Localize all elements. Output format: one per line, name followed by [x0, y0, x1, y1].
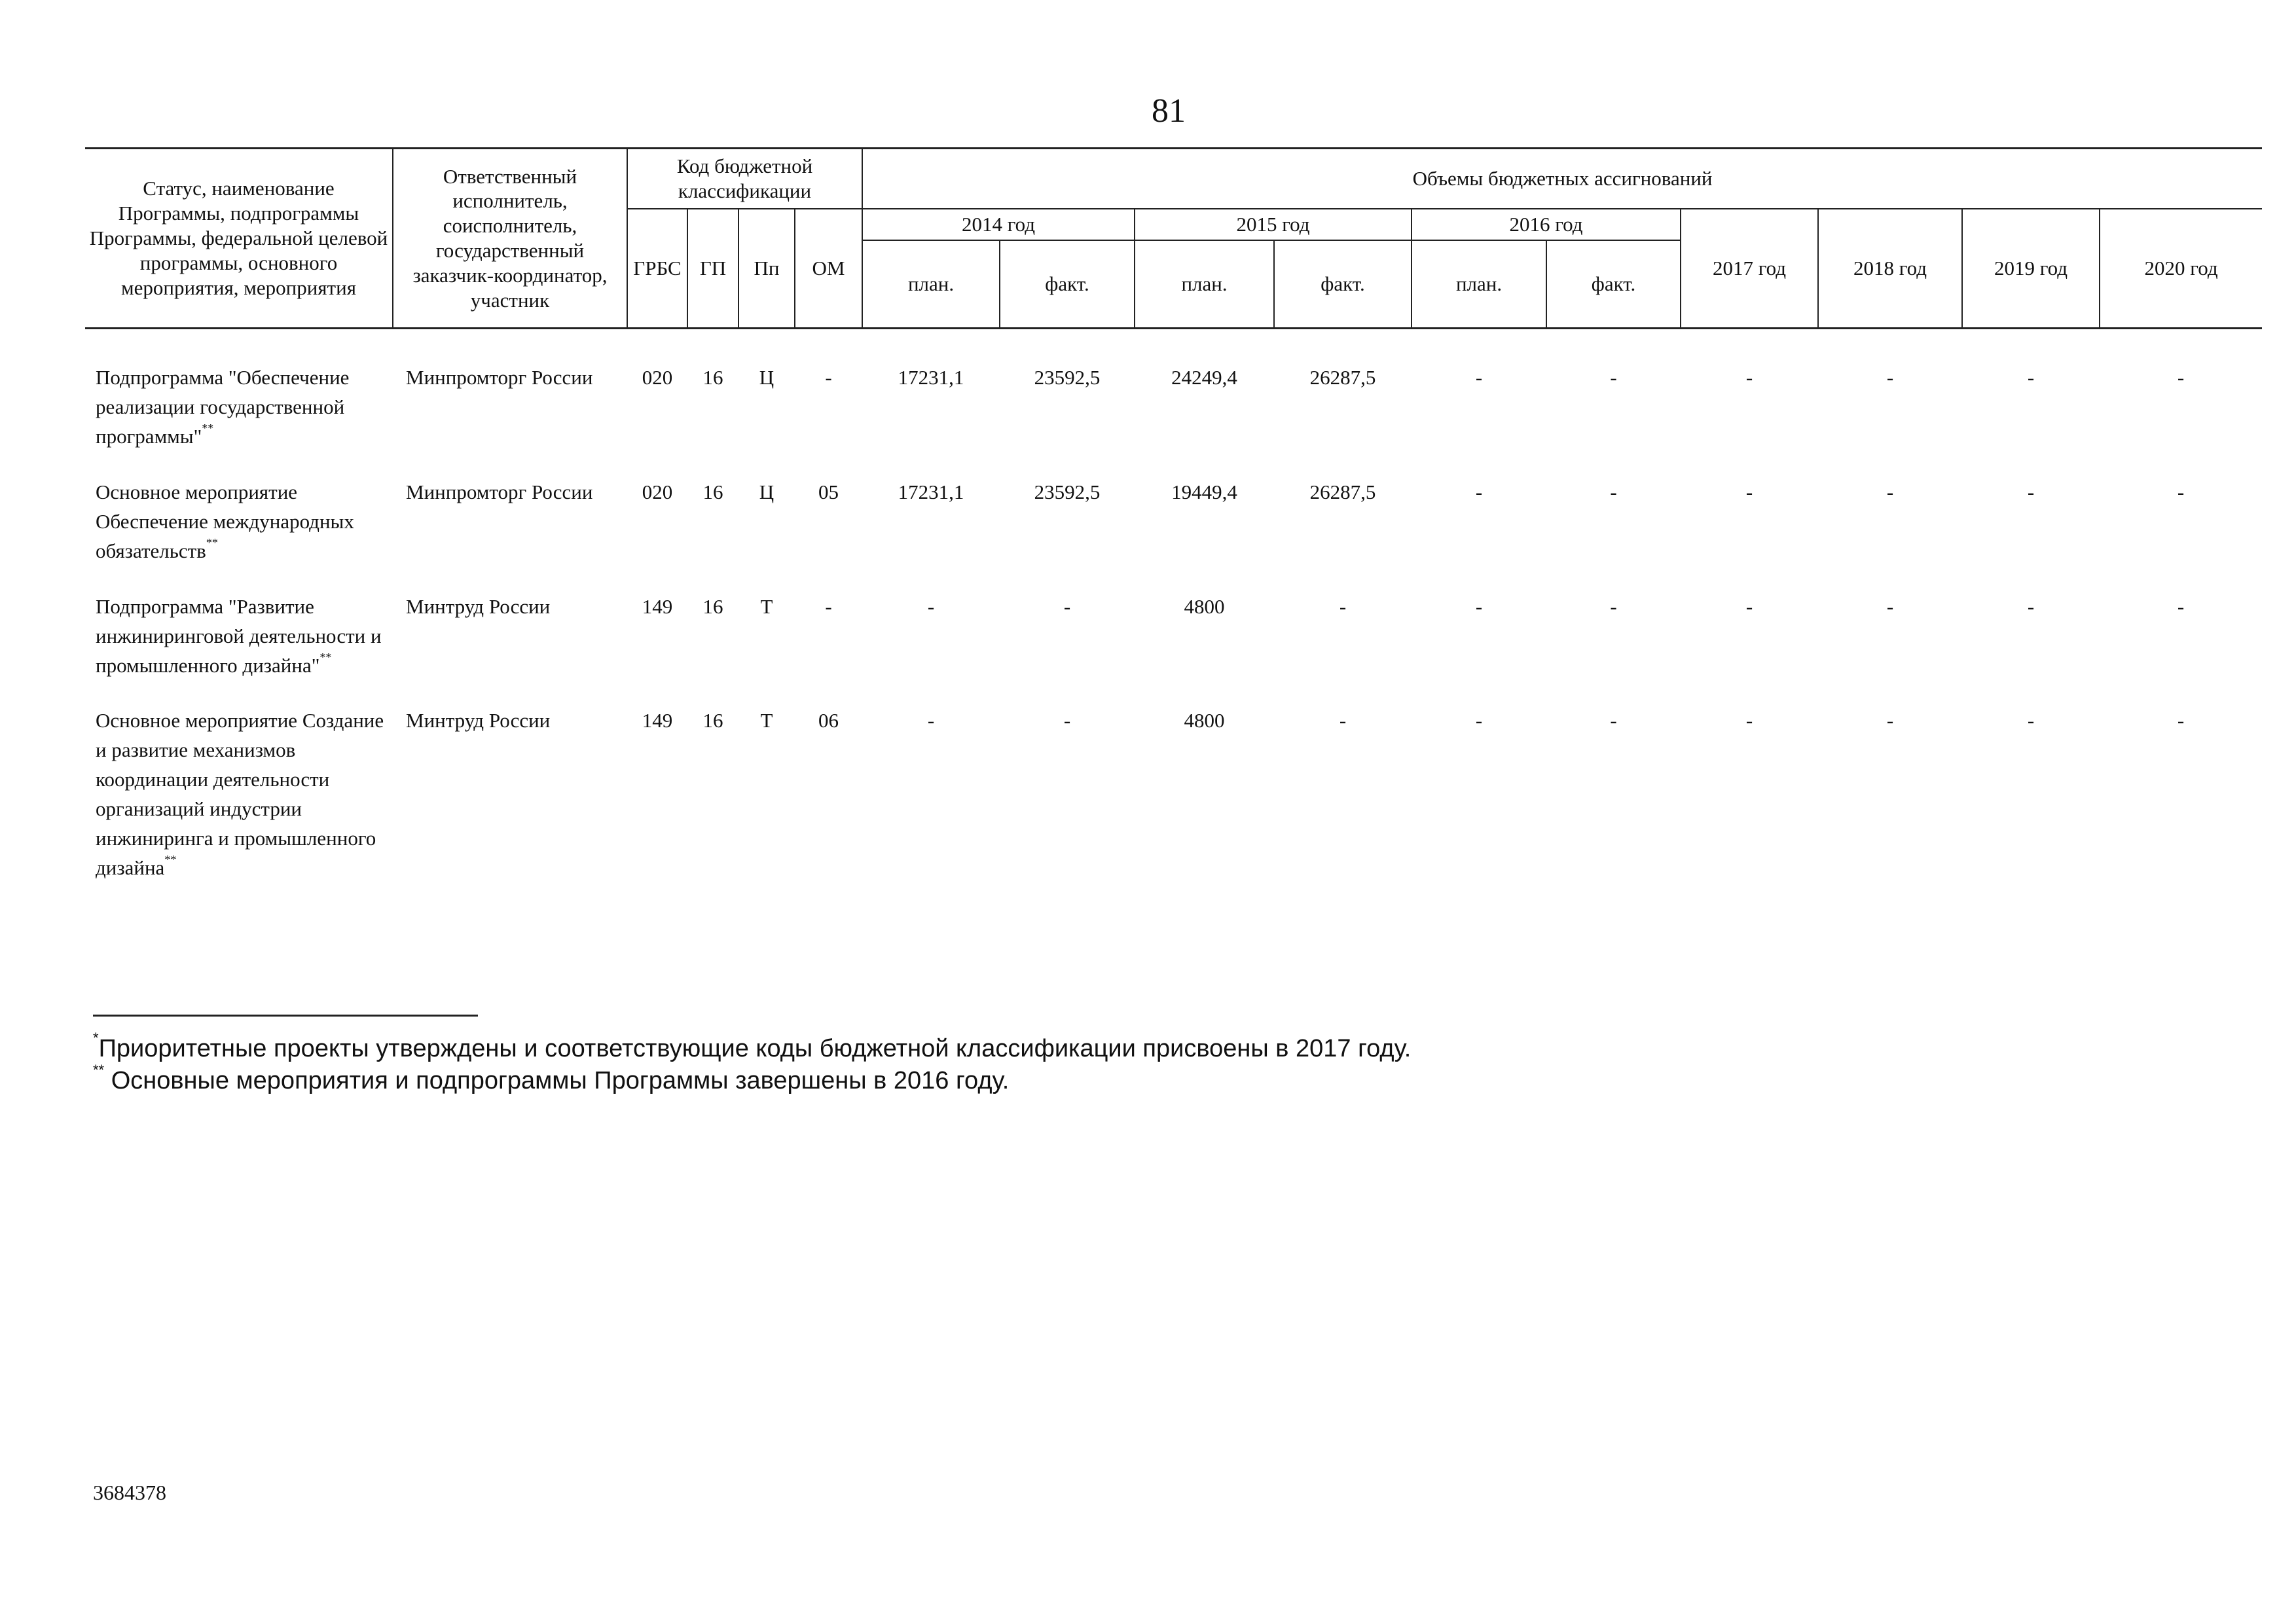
row-fact-2016: -	[1610, 709, 1617, 732]
row-plan-2016: -	[1475, 480, 1483, 503]
row-name	[85, 592, 393, 707]
header-volumes: Объемы бюджетных ассигнований	[862, 149, 2262, 209]
row-gp: 16	[702, 709, 723, 732]
row-2019: -	[2027, 594, 2035, 618]
header-fact-2014: факт.	[1000, 240, 1135, 329]
header-year-2017: 2017 год	[1681, 209, 1818, 329]
footnote-text: Приоритетные проекты утверждены и соответствующие коды бюджетной классификации присвоены в 2017 году.	[98, 1035, 1412, 1062]
row-2018: -	[1886, 709, 1894, 732]
row-fact-2014: -	[1063, 709, 1071, 732]
row-fact-2015: 26287,5	[1309, 480, 1376, 503]
row-2017: -	[1745, 594, 1753, 618]
row-pp: Т	[760, 594, 773, 618]
header-year-2014: 2014 год	[862, 209, 1135, 240]
row-gp: 16	[702, 366, 723, 389]
row-fact-2016: -	[1610, 480, 1617, 503]
row-om: -	[825, 366, 832, 389]
row-om: 05	[818, 480, 839, 503]
row-name-text: Подпрограмма "Развитие инжиниринговой деятельности и промышленного дизайна"	[96, 594, 382, 677]
table-body	[85, 363, 2262, 909]
row-name-text: Основное мероприятие Обеспечение международных обязательств	[96, 480, 354, 562]
header-plan-2016: план.	[1412, 240, 1546, 329]
header-plan-2015: план.	[1135, 240, 1274, 329]
header-status: Статус, наименование Программы, подпрограммы Программы, федеральной целевой программы, основного мероприятия, мероприятия	[85, 149, 393, 329]
row-2017: -	[1745, 709, 1753, 732]
row-plan-2015: 4800	[1184, 709, 1225, 732]
row-plan-2016: -	[1475, 366, 1483, 389]
footnote-text: Основные мероприятия и подпрограммы Программы завершены в 2016 году.	[111, 1067, 1010, 1095]
row-2019: -	[2027, 366, 2035, 389]
row-2018: -	[1886, 366, 1894, 389]
row-2019: -	[2027, 480, 2035, 503]
row-plan-2014: 17231,1	[898, 366, 964, 389]
footnote-mark: **	[93, 1062, 105, 1079]
table-row	[85, 592, 2262, 707]
row-plan-2015: 19449,4	[1171, 480, 1237, 503]
row-fact-2015: -	[1339, 594, 1347, 618]
row-2020: -	[2177, 594, 2185, 618]
table-row	[85, 363, 2262, 478]
header-executor: Ответственный исполнитель, соисполнитель, государственный заказчик-координатор, участник	[393, 149, 627, 329]
row-2019: -	[2027, 709, 2035, 732]
row-2020: -	[2177, 480, 2185, 503]
table-header	[85, 147, 2262, 329]
header-grbs: ГРБС	[627, 209, 687, 329]
row-2017: -	[1745, 480, 1753, 503]
row-plan-2015: 24249,4	[1171, 366, 1237, 389]
header-om: ОМ	[795, 209, 862, 329]
footnote-1	[93, 1030, 1664, 1065]
header-year-2018: 2018 год	[1818, 209, 1962, 329]
row-plan-2016: -	[1475, 594, 1483, 618]
row-plan-2015: 4800	[1184, 594, 1225, 618]
header-year-2020: 2020 год	[2100, 209, 2262, 329]
row-grbs: 020	[642, 480, 673, 503]
document-code: 3684378	[93, 1481, 166, 1504]
row-fact-2014: 23592,5	[1034, 366, 1101, 389]
row-fact-2015: -	[1339, 709, 1347, 732]
row-gp: 16	[702, 480, 723, 503]
row-footnote-mark: **	[206, 535, 218, 549]
row-om: 06	[818, 709, 839, 732]
row-2017: -	[1745, 366, 1753, 389]
footnote-2	[93, 1062, 1664, 1097]
row-fact-2016: -	[1610, 594, 1617, 618]
header-year-2016: 2016 год	[1412, 209, 1681, 240]
row-2020: -	[2177, 709, 2185, 732]
row-plan-2014: -	[927, 709, 935, 732]
footnote-mark: *	[93, 1030, 99, 1046]
row-name	[85, 478, 393, 592]
row-plan-2014: -	[927, 594, 935, 618]
header-pp: Пп	[738, 209, 795, 329]
row-name-text: Подпрограмма "Обеспечение реализации государственной программы"	[96, 366, 350, 448]
row-footnote-mark: **	[202, 421, 214, 435]
header-gp: ГП	[687, 209, 738, 329]
row-plan-2014: 17231,1	[898, 480, 964, 503]
row-pp: Ц	[759, 480, 774, 503]
header-budget-code: Код бюджетной классификации	[627, 149, 862, 209]
row-om: -	[825, 594, 832, 618]
footnotes	[93, 1030, 1664, 1098]
row-2020: -	[2177, 366, 2185, 389]
header-year-2015: 2015 год	[1135, 209, 1412, 240]
row-grbs: 149	[642, 709, 673, 732]
header-year-2019: 2019 год	[1962, 209, 2100, 329]
row-fact-2016: -	[1610, 366, 1617, 389]
row-fact-2015: 26287,5	[1309, 366, 1376, 389]
row-executor: Минпромторг России	[406, 480, 593, 503]
row-executor: Минтруд России	[406, 594, 551, 618]
row-name	[85, 363, 393, 478]
row-2018: -	[1886, 480, 1894, 503]
row-fact-2014: -	[1063, 594, 1071, 618]
header-fact-2015: факт.	[1274, 240, 1412, 329]
row-pp: Т	[760, 709, 773, 732]
row-name-text: Основное мероприятие Создание и развитие механизмов координации деятельности организаций индустрии инжиниринга и промышленного дизайна	[96, 709, 384, 880]
header-plan-2014: план.	[862, 240, 1000, 329]
row-footnote-mark: **	[319, 650, 332, 664]
row-gp: 16	[702, 594, 723, 618]
header-fact-2016: факт.	[1546, 240, 1681, 329]
row-executor: Минпромторг России	[406, 366, 593, 389]
row-executor: Минтруд России	[406, 709, 551, 732]
row-grbs: 149	[642, 594, 673, 618]
table-row	[85, 706, 2262, 909]
page-number: 81	[1152, 92, 1186, 130]
row-2018: -	[1886, 594, 1894, 618]
row-name	[85, 706, 393, 909]
footnote-divider	[93, 1015, 478, 1017]
row-pp: Ц	[759, 366, 774, 389]
row-fact-2014: 23592,5	[1034, 480, 1101, 503]
row-grbs: 020	[642, 366, 673, 389]
table-row	[85, 478, 2262, 592]
row-footnote-mark: **	[164, 853, 177, 867]
row-plan-2016: -	[1475, 709, 1483, 732]
